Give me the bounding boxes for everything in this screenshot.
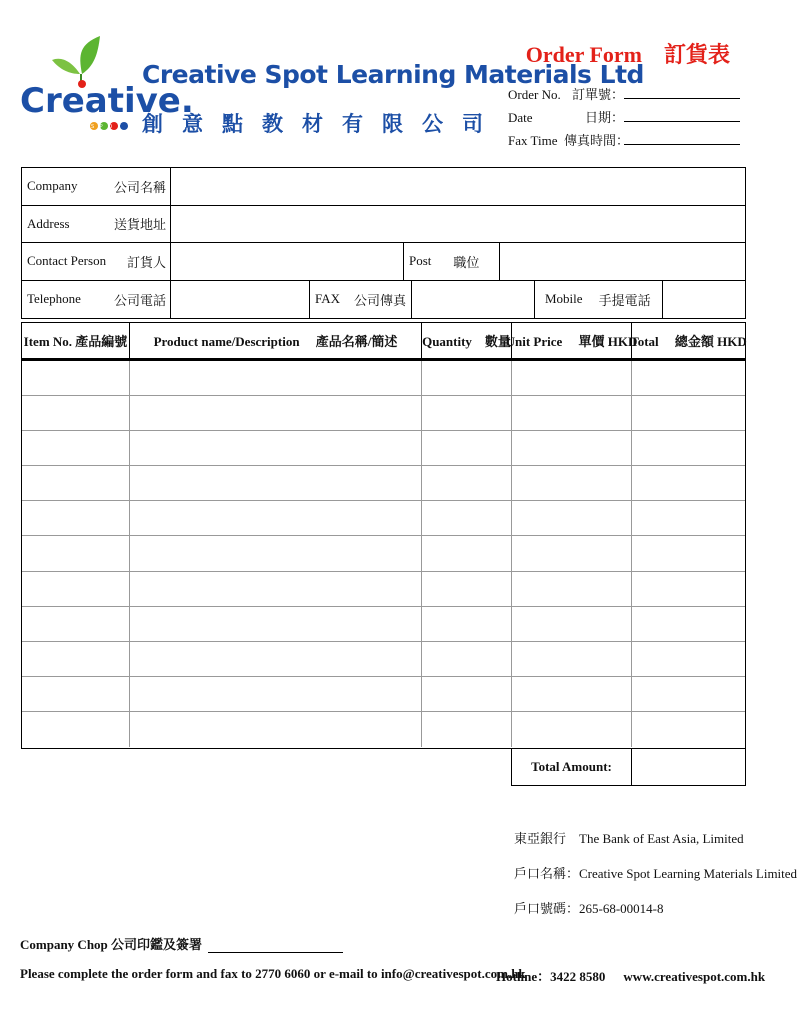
form-title: Order Form 訂貨表 — [525, 42, 730, 67]
total-cell[interactable] — [632, 431, 745, 465]
unit-price-cell[interactable] — [512, 501, 632, 535]
contact-row — [22, 243, 745, 281]
post-label-en: Post — [409, 253, 432, 269]
svg-text:Creative.: Creative. — [20, 81, 194, 121]
unit-price-cell[interactable] — [512, 361, 632, 395]
address-label — [22, 206, 170, 243]
company-field[interactable] — [170, 168, 745, 205]
address-field[interactable] — [170, 206, 745, 243]
product-cell[interactable] — [130, 572, 422, 606]
fax-label-en: FAX — [315, 291, 341, 307]
total-amount-box — [511, 749, 746, 786]
quantity-cell[interactable] — [422, 677, 512, 711]
quantity-cell[interactable] — [422, 536, 512, 570]
hotline: Hotline：3422 8580 — [496, 969, 606, 984]
total-cell[interactable] — [632, 712, 745, 747]
unit-price-cell[interactable] — [512, 536, 632, 570]
telephone-field[interactable] — [170, 281, 310, 319]
product-cell[interactable] — [130, 396, 422, 430]
unit-price-cell[interactable] — [512, 677, 632, 711]
mobile-label — [535, 281, 663, 319]
items-header — [22, 323, 745, 361]
item-no-cell[interactable] — [22, 642, 130, 676]
customer-info-table — [21, 167, 746, 319]
date-label-zh: 日期： — [584, 110, 624, 125]
contact-label-zh: 訂貨人 — [126, 254, 166, 270]
item-no-cell[interactable] — [22, 501, 130, 535]
date-field[interactable] — [624, 108, 740, 122]
item-no-cell[interactable] — [22, 396, 130, 430]
contact-label — [22, 243, 170, 280]
product-cell[interactable] — [130, 677, 422, 711]
order-no-label-zh: 訂單號： — [571, 87, 624, 102]
order-no-label-en: Order No. — [508, 87, 561, 102]
unit-price-cell[interactable] — [512, 607, 632, 641]
total-cell[interactable] — [632, 361, 745, 395]
order-meta — [508, 80, 740, 149]
product-cell[interactable] — [130, 712, 422, 747]
order-no-field[interactable] — [624, 85, 740, 99]
creative-logo — [20, 34, 194, 134]
table-row — [22, 536, 745, 571]
table-row — [22, 642, 745, 677]
company-name-en: Creative Spot Learning Materials Ltd — [142, 60, 644, 89]
fax-field[interactable] — [412, 281, 535, 319]
product-cell[interactable] — [130, 501, 422, 535]
account-number: 戶口號碼：265-68-00014-8 — [514, 901, 664, 916]
footer-text-a: Please complete the order form and fax to — [20, 966, 256, 981]
fax-label-zh: 公司傳真 — [354, 292, 407, 308]
company-chop — [20, 934, 343, 953]
fax-time-label-zh: 傳真時間： — [564, 133, 630, 148]
total-cell[interactable] — [632, 466, 745, 500]
total-cell[interactable] — [632, 572, 745, 606]
telephone-label-en: Telephone — [27, 291, 81, 307]
col-total: Total 總金額 HKD — [630, 334, 747, 349]
product-cell[interactable] — [130, 536, 422, 570]
order-items-table — [21, 322, 746, 749]
table-row — [22, 396, 745, 431]
hotline-info — [496, 966, 765, 985]
product-cell[interactable] — [130, 642, 422, 676]
col-product: Product name/Description 產品名稱/簡述 — [130, 323, 422, 358]
bank-info — [514, 828, 797, 933]
fax-time-label-en: Fax Time — [508, 133, 558, 148]
quantity-cell[interactable] — [422, 501, 512, 535]
post-label-zh: 職位 — [453, 254, 480, 270]
items-body — [22, 361, 745, 747]
telephone-label-zh: 公司電話 — [113, 292, 166, 308]
quantity-cell[interactable] — [422, 642, 512, 676]
total-amount-label: Total Amount: — [512, 749, 632, 785]
item-no-cell[interactable] — [22, 361, 130, 395]
fax-time-field[interactable] — [624, 131, 740, 145]
unit-price-cell[interactable] — [512, 642, 632, 676]
total-amount-field[interactable] — [632, 749, 745, 785]
unit-price-cell[interactable] — [512, 466, 632, 500]
product-cell[interactable] — [130, 431, 422, 465]
date-label-en: Date — [508, 110, 533, 125]
item-no-cell[interactable] — [22, 677, 130, 711]
col-unit-price: Unit Price 單價 HKD — [512, 323, 632, 358]
post-label — [404, 243, 500, 280]
quantity-cell[interactable] — [422, 396, 512, 430]
footer-instructions — [20, 966, 526, 982]
table-row — [22, 431, 745, 466]
unit-price-cell[interactable] — [512, 712, 632, 747]
fax-label — [310, 281, 412, 319]
table-row — [22, 607, 745, 642]
unit-price-cell[interactable] — [512, 396, 632, 430]
product-cell[interactable] — [130, 466, 422, 500]
table-row — [22, 466, 745, 501]
table-row — [22, 572, 745, 607]
mobile-label-zh: 手提電話 — [598, 292, 651, 308]
fax-time-row — [508, 126, 740, 149]
quantity-cell[interactable] — [422, 361, 512, 395]
item-no-cell[interactable] — [22, 607, 130, 641]
account-name: 戶口名稱：Creative Spot Learning Materials Limited — [514, 866, 797, 881]
quantity-cell[interactable] — [422, 712, 512, 747]
total-cell[interactable] — [632, 677, 745, 711]
company-label-en: Company — [27, 178, 78, 194]
company-row — [22, 168, 745, 206]
svg-text:SPOT: SPOT — [91, 124, 127, 130]
total-cell[interactable] — [632, 501, 745, 535]
company-label-zh: 公司名稱 — [113, 179, 166, 195]
unit-price-cell[interactable] — [512, 572, 632, 606]
col-item-no: Item No. 產品編號 — [22, 323, 130, 358]
product-cell[interactable] — [130, 361, 422, 395]
company-name-zh: 創意點教材有限公司 — [142, 112, 502, 136]
total-cell[interactable] — [632, 396, 745, 430]
quantity-cell[interactable] — [422, 431, 512, 465]
quantity-cell[interactable] — [422, 466, 512, 500]
footer-text-b: or e-mail to — [310, 966, 381, 981]
telephone-row — [22, 281, 745, 319]
bank-name: 東亞銀行 The Bank of East Asia, Limited — [514, 831, 744, 846]
telephone-label — [22, 281, 170, 319]
product-cell[interactable] — [130, 607, 422, 641]
website-link[interactable]: www.creativespot.com.hk — [623, 969, 766, 984]
order-no-row — [508, 80, 740, 103]
company-chop-label: Company Chop 公司印鑑及簽署 — [20, 937, 203, 952]
item-no-cell[interactable] — [22, 572, 130, 606]
mobile-label-en: Mobile — [545, 291, 583, 307]
total-cell[interactable] — [632, 642, 745, 676]
post-field[interactable] — [500, 243, 745, 280]
unit-price-cell[interactable] — [512, 431, 632, 465]
address-row — [22, 206, 745, 244]
table-row — [22, 677, 745, 712]
email-link[interactable]: info@creativespot.com.hk — [380, 966, 526, 981]
total-cell[interactable] — [632, 536, 745, 570]
address-label-en: Address — [27, 215, 70, 231]
quantity-cell[interactable] — [422, 607, 512, 641]
mobile-field[interactable] — [663, 281, 745, 319]
item-no-cell[interactable] — [22, 536, 130, 570]
table-row — [22, 501, 745, 536]
table-row — [22, 361, 745, 396]
fax-number: 2770 6060 — [255, 966, 311, 981]
table-row — [22, 712, 745, 747]
contact-field[interactable] — [170, 243, 404, 280]
address-label-zh: 送貨地址 — [113, 217, 166, 233]
company-label — [22, 168, 170, 205]
total-cell[interactable] — [632, 607, 745, 641]
col-quantity: Quantity 數量 — [422, 323, 512, 358]
item-no-cell[interactable] — [22, 712, 130, 747]
date-row — [508, 103, 740, 126]
contact-label-en: Contact Person — [27, 253, 107, 269]
quantity-cell[interactable] — [422, 572, 512, 606]
item-no-cell[interactable] — [22, 431, 130, 465]
signature-field[interactable] — [208, 939, 343, 953]
item-no-cell[interactable] — [22, 466, 130, 500]
